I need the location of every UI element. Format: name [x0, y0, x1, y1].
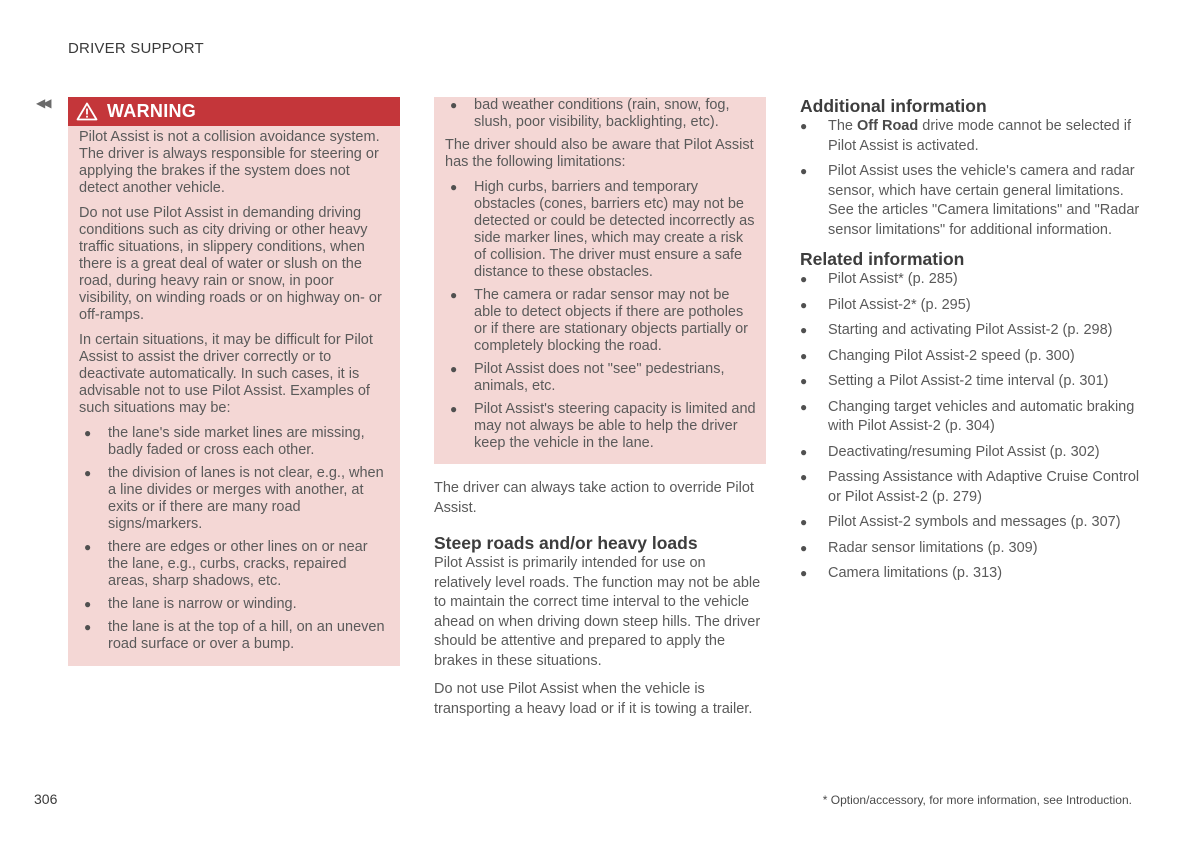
list-item: ● Pilot Assist does not "see" pedestrians, animals, etc. — [450, 361, 725, 394]
related-link[interactable]: ● Setting a Pilot Assist-2 time interval (p. 301) — [800, 372, 1145, 392]
related-link[interactable]: ● Pilot Assist-2* (p. 295) — [800, 296, 1145, 316]
list-item: ● The Off Road drive mode cannot be selected if Pilot Assist is activated. — [800, 118, 1132, 154]
related-link[interactable]: ● Deactivating/resuming Pilot Assist (p. 302) — [800, 443, 1145, 463]
column-2-text — [434, 479, 766, 728]
bullet-icon: ● — [450, 180, 458, 194]
situations-list — [79, 425, 390, 653]
bullet-icon: ● — [450, 288, 458, 302]
warning-body — [68, 126, 400, 653]
list-item: ● the lane is at the top of a hill, on an uneven road surface or over a bump. — [84, 619, 385, 652]
warning-continuation-box — [434, 97, 766, 464]
list-item: ● there are edges or other lines on or near the lane, e.g., curbs, cracks, repaired areas, sharp shadows, etc. — [84, 539, 368, 589]
related-link[interactable]: ● Changing Pilot Assist-2 speed (p. 300) — [800, 347, 1145, 367]
warning-title: WARNING — [107, 101, 197, 121]
related-link[interactable]: ● Camera limitations (p. 313) — [800, 564, 1145, 584]
bullet-icon: ● — [800, 297, 808, 312]
related-information-list — [800, 270, 1145, 584]
bullet-icon: ● — [800, 470, 808, 484]
page-number: 306 — [34, 791, 58, 807]
related-link[interactable]: ● Changing target vehicles and automatic braking with Pilot Assist-2 (p. 304) — [800, 398, 1135, 434]
list-item: ● Pilot Assist uses the vehicle's camera and radar sensor, which have certain general limitations. See the articles "Camera limitations" and "Radar sensor limitations" for additional information. — [800, 163, 1140, 238]
column-3 — [800, 95, 1145, 590]
related-information-heading: Related information — [800, 249, 965, 269]
bullet-icon: ● — [450, 98, 458, 112]
steep-roads-paragraph: Pilot Assist is primarily intended for use on relatively level roads. The function may not be able to maintain the correct time interval to the vehicle ahead on when driving down steep hills. The driver should be attentive and prepared to apply the brakes in these situations. — [434, 555, 761, 669]
related-link[interactable]: ● Passing Assistance with Adaptive Cruise Control or Pilot Assist-2 (p. 279) — [800, 469, 1140, 505]
related-link[interactable]: ● Radar sensor limitations (p. 309) — [800, 539, 1145, 559]
related-link[interactable]: ● Pilot Assist-2 symbols and messages (p. 307) — [800, 513, 1145, 533]
footnote: * Option/accessory, for more information, see Introduction. — [822, 793, 1132, 807]
bullet-icon: ● — [800, 515, 808, 529]
warning-paragraph: In certain situations, it may be difficult for Pilot Assist to assist the driver correctly or to deactivate automatically. In such cases, it is advisable not to use Pilot Assist. Examples of such situations may be: — [79, 332, 373, 416]
additional-information-heading: Additional information — [800, 96, 987, 116]
warning-header — [68, 97, 400, 126]
steep-roads-heading: Steep roads and/or heavy loads — [434, 533, 698, 553]
warning-continuation-body — [434, 97, 766, 452]
bullet-icon: ● — [84, 620, 92, 634]
previous-page-icon[interactable]: ◀◀ — [36, 96, 49, 110]
bullet-icon: ● — [800, 374, 808, 388]
bullet-icon: ● — [800, 119, 808, 133]
list-item: ● the lane is narrow or winding. — [84, 596, 297, 612]
list-item: ● The camera or radar sensor may not be able to detect objects if there are potholes or if there are stationary objects partially or completely blocking the road. — [450, 287, 749, 354]
bullet-icon: ● — [800, 323, 808, 337]
bullet-icon: ● — [800, 566, 808, 580]
warning-box — [68, 97, 400, 666]
list-item: ● the division of lanes is not clear, e.g., when a line divides or merges with another, at exits or if there are many road signs/markers. — [84, 465, 384, 532]
bullet-icon: ● — [800, 540, 808, 555]
bullet-icon: ● — [450, 402, 458, 416]
bullet-icon: ● — [84, 426, 92, 440]
bullet-icon: ● — [800, 348, 808, 363]
limitations-list — [445, 179, 756, 452]
override-paragraph: The driver can always take action to override Pilot Assist. — [434, 480, 754, 516]
list-item: ● the lane's side market lines are missing, badly faded or cross each other. — [84, 425, 365, 458]
related-link[interactable]: ● Starting and activating Pilot Assist-2 (p. 298) — [800, 321, 1145, 341]
bullet-icon: ● — [800, 272, 808, 286]
section-header: DRIVER SUPPORT — [68, 40, 204, 57]
limitations-intro: The driver should also be aware that Pilot Assist has the following limitations: — [445, 137, 754, 170]
related-link[interactable]: ● Pilot Assist* (p. 285) — [800, 270, 1145, 290]
list-item: ● Pilot Assist's steering capacity is limited and may not always be able to help the driver keep the vehicle in the lane. — [450, 401, 756, 451]
bullet-icon: ● — [84, 597, 92, 611]
warning-paragraph: Do not use Pilot Assist in demanding driving conditions such as city driving or other heavy traffic situations, in slippery conditions, when there is a great deal of water or slush on the road, during heavy rain or snow, in poor visibility, on winding roads or on highway on- or off-ramps. — [79, 205, 382, 323]
warning-paragraph: Pilot Assist is not a collision avoidance system. The driver is always responsible for steering or applying the brakes if the system does not detect another vehicle. — [79, 129, 380, 196]
list-item: ● bad weather conditions (rain, snow, fog, slush, poor visibility, backlighting, etc). — [450, 97, 730, 130]
bullet-icon: ● — [800, 444, 808, 459]
additional-information-list — [800, 117, 1145, 240]
bullet-icon: ● — [800, 164, 808, 178]
situations-list-continued — [445, 97, 756, 131]
bullet-icon: ● — [450, 362, 458, 376]
heavy-load-paragraph: Do not use Pilot Assist when the vehicle is transporting a heavy load or if it is towing a trailer. — [434, 681, 753, 717]
off-road-term: Off Road — [857, 118, 919, 134]
list-item: ● High curbs, barriers and temporary obstacles (cones, barriers etc) may not be detected or could be detected incorrectly as side marker lines, which may create a risk of collision. The driver must ensure a safe distance to these obstacles. — [450, 179, 755, 280]
bullet-icon: ● — [84, 466, 92, 480]
bullet-icon: ● — [800, 399, 808, 414]
bullet-icon: ● — [84, 540, 92, 554]
warning-triangle-icon — [76, 102, 98, 121]
